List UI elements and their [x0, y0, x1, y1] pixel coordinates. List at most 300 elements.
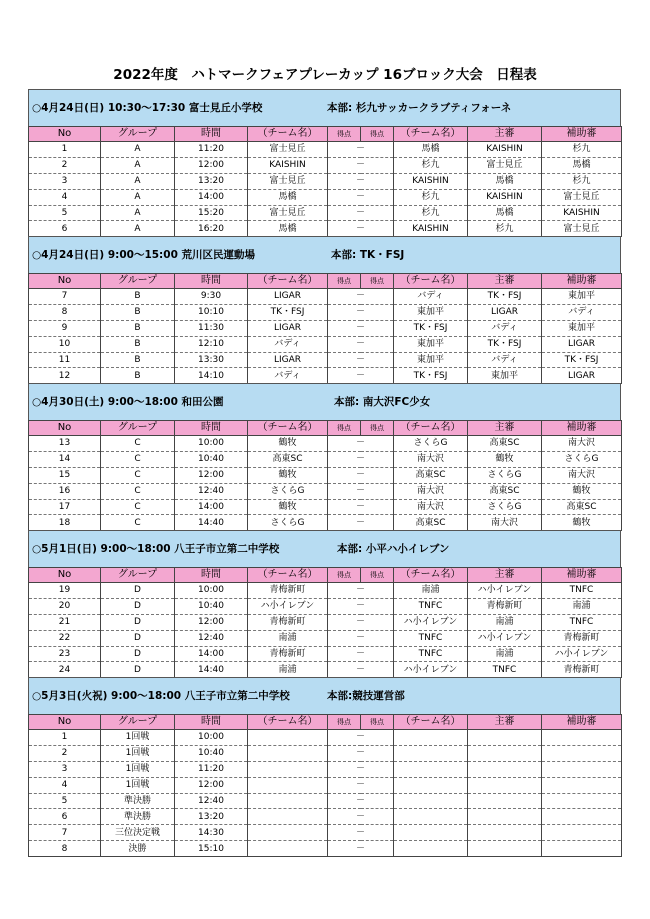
cell-referee: バディ	[468, 352, 542, 368]
score-cell: －	[328, 221, 394, 237]
cell-assistant	[542, 777, 622, 793]
table-row	[29, 320, 622, 336]
cell-group: B	[101, 368, 175, 384]
column-header-team-b: （チーム名）	[394, 715, 468, 730]
cell-team-a	[248, 841, 328, 857]
column-header-referee: 主審	[468, 715, 542, 730]
cell-time: 15:20	[175, 205, 248, 221]
table-row	[29, 793, 622, 809]
table-row	[29, 483, 622, 499]
cell-no: 12	[29, 368, 101, 384]
column-header-assistant: 補助審	[542, 127, 622, 142]
cell-referee	[468, 809, 542, 825]
column-header-assistant: 補助審	[542, 274, 622, 289]
table-row	[29, 630, 622, 646]
cell-assistant	[542, 841, 622, 857]
score-cell: －	[328, 630, 394, 646]
cell-group: C	[101, 467, 175, 483]
cell-team-b: さくらG	[394, 436, 468, 452]
column-header-score-a: 得点	[328, 127, 361, 142]
table-header-row	[29, 274, 622, 289]
table-row	[29, 777, 622, 793]
cell-referee: 南大沢	[468, 515, 542, 531]
cell-referee: 鶴牧	[468, 451, 542, 467]
column-header-no: No	[29, 274, 101, 289]
cell-assistant	[542, 761, 622, 777]
cell-team-b: TNFC	[394, 630, 468, 646]
cell-team-b	[394, 841, 468, 857]
cell-assistant: TNFC	[542, 614, 622, 630]
cell-team-a: 南浦	[248, 662, 328, 678]
score-cell: －	[328, 745, 394, 761]
cell-group: D	[101, 614, 175, 630]
cell-team-a: LIGAR	[248, 289, 328, 305]
cell-group: A	[101, 173, 175, 189]
column-header-group: グループ	[101, 421, 175, 436]
column-header-assistant: 補助審	[542, 715, 622, 730]
cell-team-b	[394, 825, 468, 841]
column-header-no: No	[29, 715, 101, 730]
table-row	[29, 304, 622, 320]
column-header-score-b: 得点	[361, 274, 394, 289]
score-cell: －	[328, 662, 394, 678]
cell-assistant: 高東SC	[542, 499, 622, 515]
cell-referee	[468, 793, 542, 809]
cell-group: C	[101, 515, 175, 531]
cell-no: 15	[29, 467, 101, 483]
score-cell: －	[328, 483, 394, 499]
headquarters: 本部:競技運営部	[327, 690, 405, 702]
cell-team-a	[248, 793, 328, 809]
cell-assistant: 富士見丘	[542, 189, 622, 205]
column-header-score-a: 得点	[328, 715, 361, 730]
score-cell: －	[328, 352, 394, 368]
score-cell: －	[328, 515, 394, 531]
cell-group: D	[101, 630, 175, 646]
cell-referee: 杉九	[468, 221, 542, 237]
section-header	[28, 89, 621, 126]
cell-team-b: 杉九	[394, 189, 468, 205]
cell-no: 22	[29, 630, 101, 646]
column-header-group: グループ	[101, 274, 175, 289]
cell-team-a: TK・FSJ	[248, 304, 328, 320]
table-row	[29, 809, 622, 825]
table-row	[29, 598, 622, 614]
cell-group: 決勝	[101, 841, 175, 857]
score-cell: －	[328, 205, 394, 221]
cell-no: 2	[29, 157, 101, 173]
cell-group: C	[101, 483, 175, 499]
score-cell: －	[328, 336, 394, 352]
cell-group: B	[101, 289, 175, 305]
cell-assistant: LIGAR	[542, 336, 622, 352]
cell-group: A	[101, 221, 175, 237]
table-row	[29, 173, 622, 189]
column-header-score-b: 得点	[361, 127, 394, 142]
cell-no: 11	[29, 352, 101, 368]
column-header-team-b: （チーム名）	[394, 568, 468, 583]
headquarters: 本部: 小平ハ小イレブン	[337, 543, 450, 555]
cell-team-a	[248, 730, 328, 746]
schedule-table	[28, 273, 622, 384]
cell-no: 6	[29, 221, 101, 237]
cell-team-a: ハ小イレブン	[248, 598, 328, 614]
cell-group: A	[101, 189, 175, 205]
score-cell: －	[328, 157, 394, 173]
section-header	[28, 677, 621, 714]
cell-assistant: 青梅新町	[542, 630, 622, 646]
cell-referee	[468, 745, 542, 761]
cell-team-a: 青梅新町	[248, 614, 328, 630]
cell-assistant	[542, 793, 622, 809]
cell-time: 14:00	[175, 499, 248, 515]
cell-time: 10:40	[175, 745, 248, 761]
cell-group: B	[101, 304, 175, 320]
column-header-time: 時間	[175, 715, 248, 730]
cell-team-a	[248, 809, 328, 825]
score-cell: －	[328, 646, 394, 662]
cell-referee	[468, 730, 542, 746]
cell-team-a: 富士見丘	[248, 205, 328, 221]
cell-no: 1	[29, 142, 101, 158]
schedule-table	[28, 126, 622, 237]
section-header	[28, 383, 621, 420]
cell-team-b: 馬橋	[394, 142, 468, 158]
schedule-section	[28, 530, 621, 678]
table-row	[29, 761, 622, 777]
cell-assistant: 青梅新町	[542, 662, 622, 678]
cell-no: 13	[29, 436, 101, 452]
table-row	[29, 646, 622, 662]
cell-team-b	[394, 761, 468, 777]
column-header-time: 時間	[175, 568, 248, 583]
cell-team-b: バディ	[394, 289, 468, 305]
cell-referee	[468, 841, 542, 857]
cell-team-b: KAISHIN	[394, 221, 468, 237]
cell-referee: TK・FSJ	[468, 289, 542, 305]
cell-group: 準決勝	[101, 809, 175, 825]
cell-assistant: TK・FSJ	[542, 352, 622, 368]
venue-info: ○5月1日(日) 9:00～18:00 八王子市立第二中学校	[32, 543, 280, 555]
cell-no: 2	[29, 745, 101, 761]
cell-time: 12:40	[175, 630, 248, 646]
score-cell: －	[328, 142, 394, 158]
cell-time: 12:00	[175, 157, 248, 173]
cell-team-a: 青梅新町	[248, 646, 328, 662]
score-cell: －	[328, 614, 394, 630]
cell-no: 7	[29, 825, 101, 841]
cell-assistant: LIGAR	[542, 368, 622, 384]
cell-assistant: 南大沢	[542, 467, 622, 483]
cell-team-a: 青梅新町	[248, 583, 328, 599]
cell-time: 14:30	[175, 825, 248, 841]
cell-referee: 馬橋	[468, 173, 542, 189]
column-header-referee: 主審	[468, 127, 542, 142]
table-row	[29, 614, 622, 630]
cell-referee: 高東SC	[468, 483, 542, 499]
table-row	[29, 583, 622, 599]
score-cell: －	[328, 598, 394, 614]
table-row	[29, 745, 622, 761]
table-row	[29, 205, 622, 221]
cell-team-a: 富士見丘	[248, 142, 328, 158]
cell-no: 21	[29, 614, 101, 630]
page-title: 2022年度 ハトマークフェアプレーカップ 16ブロック大会 日程表	[113, 67, 537, 83]
column-header-team-b: （チーム名）	[394, 127, 468, 142]
cell-team-b: 杉九	[394, 157, 468, 173]
column-header-score-b: 得点	[361, 421, 394, 436]
cell-team-b	[394, 730, 468, 746]
venue-info: ○4月30日(土) 9:00～18:00 和田公園	[32, 396, 224, 408]
cell-assistant	[542, 809, 622, 825]
cell-time: 10:00	[175, 436, 248, 452]
cell-team-a: 高東SC	[248, 451, 328, 467]
table-row	[29, 352, 622, 368]
cell-team-a: 鶴牧	[248, 436, 328, 452]
column-header-time: 時間	[175, 421, 248, 436]
cell-no: 4	[29, 777, 101, 793]
cell-no: 10	[29, 336, 101, 352]
cell-referee	[468, 825, 542, 841]
table-row	[29, 221, 622, 237]
cell-no: 17	[29, 499, 101, 515]
cell-group: 1回戦	[101, 745, 175, 761]
cell-team-b: TNFC	[394, 598, 468, 614]
section-header	[28, 530, 621, 567]
cell-group: A	[101, 157, 175, 173]
cell-no: 6	[29, 809, 101, 825]
cell-team-b: 高東SC	[394, 515, 468, 531]
cell-no: 3	[29, 173, 101, 189]
cell-team-a: 鶴牧	[248, 499, 328, 515]
cell-referee: KAISHIN	[468, 189, 542, 205]
cell-team-b: TK・FSJ	[394, 320, 468, 336]
cell-time: 12:00	[175, 614, 248, 630]
score-cell: －	[328, 793, 394, 809]
cell-no: 19	[29, 583, 101, 599]
score-cell: －	[328, 436, 394, 452]
table-row	[29, 841, 622, 857]
cell-team-b: 杉九	[394, 205, 468, 221]
cell-no: 3	[29, 761, 101, 777]
cell-referee: 東加平	[468, 368, 542, 384]
cell-group: 1回戦	[101, 761, 175, 777]
score-cell: －	[328, 777, 394, 793]
cell-time: 10:00	[175, 583, 248, 599]
column-header-score-b: 得点	[361, 568, 394, 583]
cell-no: 9	[29, 320, 101, 336]
cell-referee: 馬橋	[468, 205, 542, 221]
cell-team-b: 東加平	[394, 336, 468, 352]
table-header-row	[29, 568, 622, 583]
cell-time: 14:10	[175, 368, 248, 384]
cell-group: A	[101, 142, 175, 158]
cell-assistant: 鶴牧	[542, 515, 622, 531]
cell-team-b: 高東SC	[394, 467, 468, 483]
headquarters: 本部: 南大沢FC少女	[334, 396, 431, 408]
column-header-team-a: （チーム名）	[248, 568, 328, 583]
cell-team-b	[394, 793, 468, 809]
cell-team-a: さくらG	[248, 483, 328, 499]
cell-no: 8	[29, 304, 101, 320]
cell-assistant: バディ	[542, 304, 622, 320]
cell-group: D	[101, 662, 175, 678]
score-cell: －	[328, 730, 394, 746]
column-header-group: グループ	[101, 127, 175, 142]
column-header-time: 時間	[175, 274, 248, 289]
table-row	[29, 467, 622, 483]
table-row	[29, 368, 622, 384]
cell-no: 20	[29, 598, 101, 614]
cell-team-a: 馬橋	[248, 221, 328, 237]
column-header-assistant: 補助審	[542, 568, 622, 583]
cell-referee: TNFC	[468, 662, 542, 678]
cell-assistant	[542, 745, 622, 761]
cell-team-b: KAISHIN	[394, 173, 468, 189]
cell-no: 24	[29, 662, 101, 678]
schedule-section	[28, 236, 621, 384]
cell-no: 16	[29, 483, 101, 499]
cell-team-a: 南浦	[248, 630, 328, 646]
cell-team-a	[248, 761, 328, 777]
schedule-section	[28, 677, 621, 857]
cell-group: D	[101, 598, 175, 614]
cell-team-b	[394, 745, 468, 761]
cell-time: 15:10	[175, 841, 248, 857]
cell-referee: 南浦	[468, 614, 542, 630]
cell-time: 12:00	[175, 467, 248, 483]
cell-assistant: 富士見丘	[542, 221, 622, 237]
cell-referee: 青梅新町	[468, 598, 542, 614]
table-row	[29, 662, 622, 678]
cell-team-b: 東加平	[394, 352, 468, 368]
score-cell: －	[328, 761, 394, 777]
cell-team-b: 南大沢	[394, 451, 468, 467]
cell-time: 14:40	[175, 515, 248, 531]
cell-time: 9:30	[175, 289, 248, 305]
table-header-row	[29, 715, 622, 730]
cell-time: 10:10	[175, 304, 248, 320]
venue-info: ○4月24日(日) 10:30～17:30 富士見丘小学校	[32, 102, 263, 114]
column-header-no: No	[29, 568, 101, 583]
cell-team-b: 南大沢	[394, 499, 468, 515]
cell-team-a: バディ	[248, 336, 328, 352]
cell-time: 14:00	[175, 646, 248, 662]
cell-assistant: TNFC	[542, 583, 622, 599]
score-cell: －	[328, 173, 394, 189]
cell-assistant: ハ小イレブン	[542, 646, 622, 662]
cell-referee: さくらG	[468, 467, 542, 483]
cell-time: 14:40	[175, 662, 248, 678]
cell-no: 1	[29, 730, 101, 746]
score-cell: －	[328, 368, 394, 384]
cell-time: 12:40	[175, 483, 248, 499]
cell-referee: TK・FSJ	[468, 336, 542, 352]
cell-group: C	[101, 436, 175, 452]
cell-referee	[468, 761, 542, 777]
cell-team-b: 南大沢	[394, 483, 468, 499]
table-row	[29, 730, 622, 746]
cell-time: 11:20	[175, 142, 248, 158]
cell-team-a: さくらG	[248, 515, 328, 531]
cell-assistant: KAISHIN	[542, 205, 622, 221]
table-header-row	[29, 127, 622, 142]
cell-group: C	[101, 451, 175, 467]
score-cell: －	[328, 467, 394, 483]
cell-team-b	[394, 777, 468, 793]
cell-team-b: 南浦	[394, 583, 468, 599]
cell-time: 10:40	[175, 598, 248, 614]
schedule-section	[28, 89, 621, 237]
cell-team-b: TNFC	[394, 646, 468, 662]
table-row	[29, 451, 622, 467]
score-cell: －	[328, 189, 394, 205]
cell-time: 13:20	[175, 173, 248, 189]
cell-assistant: 南浦	[542, 598, 622, 614]
cell-time: 14:00	[175, 189, 248, 205]
schedule-section	[28, 383, 621, 531]
cell-group: C	[101, 499, 175, 515]
cell-team-b	[394, 809, 468, 825]
score-cell: －	[328, 809, 394, 825]
column-header-group: グループ	[101, 715, 175, 730]
score-cell: －	[328, 320, 394, 336]
cell-group: B	[101, 352, 175, 368]
cell-team-a: 富士見丘	[248, 173, 328, 189]
cell-time: 16:20	[175, 221, 248, 237]
cell-no: 8	[29, 841, 101, 857]
table-row	[29, 289, 622, 305]
table-row	[29, 499, 622, 515]
cell-referee: KAISHIN	[468, 142, 542, 158]
cell-no: 14	[29, 451, 101, 467]
column-header-team-a: （チーム名）	[248, 421, 328, 436]
cell-time: 11:30	[175, 320, 248, 336]
cell-team-a	[248, 825, 328, 841]
cell-group: D	[101, 583, 175, 599]
cell-team-a: KAISHIN	[248, 157, 328, 173]
cell-team-a	[248, 777, 328, 793]
column-header-score-a: 得点	[328, 568, 361, 583]
cell-team-a: バディ	[248, 368, 328, 384]
cell-time: 12:00	[175, 777, 248, 793]
column-header-group: グループ	[101, 568, 175, 583]
score-cell: －	[328, 499, 394, 515]
cell-time: 12:10	[175, 336, 248, 352]
cell-group: 1回戦	[101, 777, 175, 793]
cell-time: 11:20	[175, 761, 248, 777]
table-row	[29, 436, 622, 452]
cell-group: A	[101, 205, 175, 221]
cell-no: 18	[29, 515, 101, 531]
cell-team-a: 馬橋	[248, 189, 328, 205]
cell-group: 準決勝	[101, 793, 175, 809]
score-cell: －	[328, 451, 394, 467]
column-header-score-b: 得点	[361, 715, 394, 730]
score-cell: －	[328, 583, 394, 599]
column-header-score-a: 得点	[328, 421, 361, 436]
headquarters: 本部: 杉九サッカークラブティフォーネ	[327, 102, 512, 114]
cell-referee: バディ	[468, 320, 542, 336]
cell-assistant: 東加平	[542, 289, 622, 305]
column-header-referee: 主審	[468, 274, 542, 289]
cell-team-a: 鶴牧	[248, 467, 328, 483]
cell-referee: さくらG	[468, 499, 542, 515]
cell-assistant: 杉九	[542, 142, 622, 158]
cell-team-b: TK・FSJ	[394, 368, 468, 384]
cell-referee: 富士見丘	[468, 157, 542, 173]
cell-team-a: LIGAR	[248, 352, 328, 368]
